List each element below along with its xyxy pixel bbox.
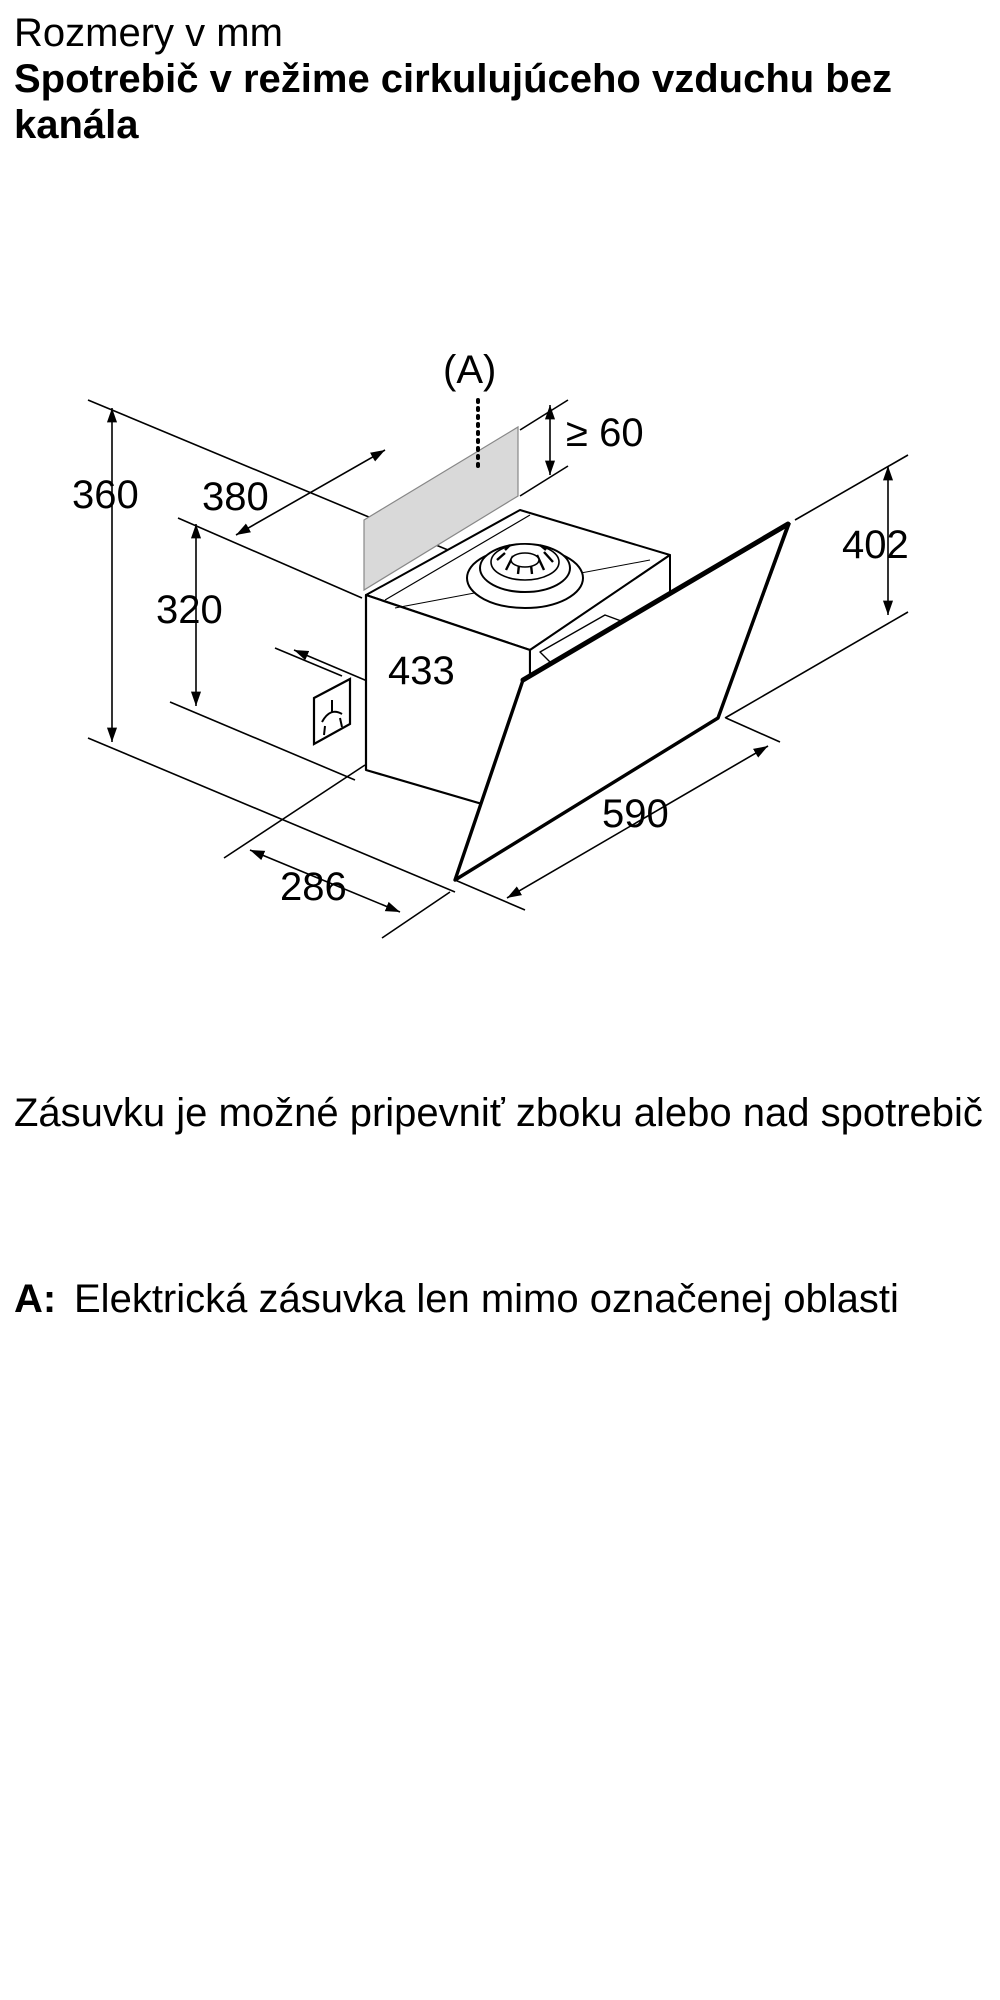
power-socket-icon (314, 679, 350, 744)
legend-text: Elektrická zásuvka len mimo označenej oblasti (74, 1277, 899, 1321)
dim-glass-height: 402 (842, 523, 909, 567)
legend-item (14, 1276, 989, 1322)
dim-depth-box: 433 (388, 649, 455, 693)
page-title: Spotrebič v režime cirkulujúceho vzduchu bez kanála (14, 57, 892, 147)
dim-height-total: 360 (72, 473, 139, 517)
mounting-note: Zásuvku je možné pripevniť zboku alebo nad spotrebič (14, 1091, 983, 1135)
dim-depth-top: 380 (202, 475, 269, 519)
callout-label: (A) (443, 348, 497, 392)
header (14, 10, 994, 148)
dim-bottom-depth: 286 (280, 865, 347, 909)
subtitle: Rozmery v mm (14, 11, 283, 55)
dim-clearance: ≥ 60 (566, 411, 644, 455)
dim-width: 590 (602, 792, 669, 836)
legend-key: A: (14, 1277, 57, 1321)
dimension-diagram (0, 330, 1000, 970)
dim-height-box: 320 (156, 588, 223, 632)
